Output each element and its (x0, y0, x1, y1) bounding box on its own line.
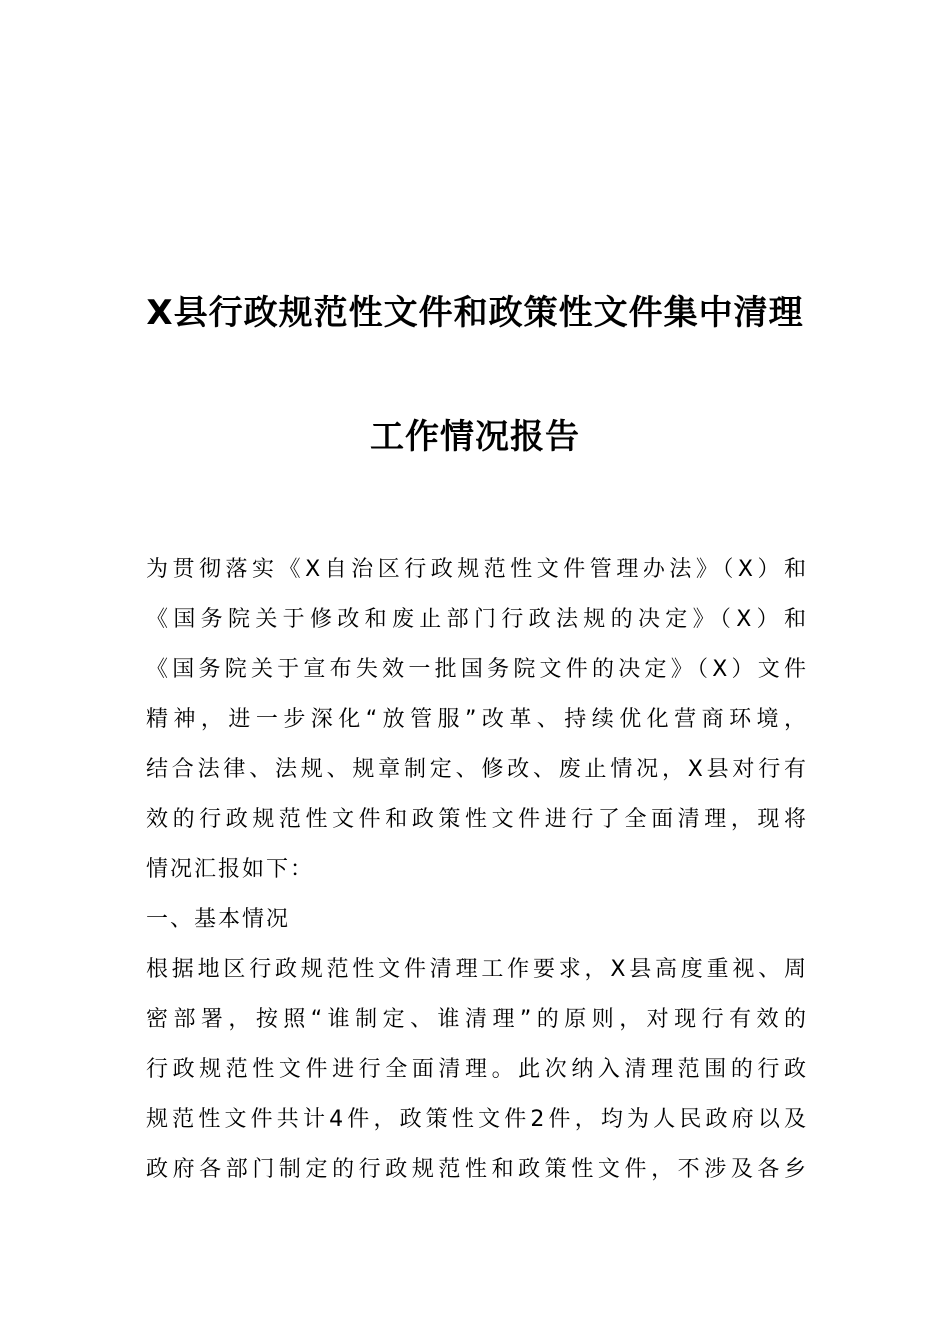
document-title-line-1: X县行政规范性文件和政策性文件集中清理 (146, 293, 804, 333)
section-heading-basic-situation: 一、基本情况 (146, 907, 291, 932)
body-line-7: 情况汇报如下： (146, 857, 315, 882)
document-title-line-2: 工作情况报告 (370, 417, 580, 457)
body-line-13: 政府各部门制定的行政规范性和政策性文件，不涉及各乡 (146, 1157, 806, 1182)
body-line-10: 密部署，按照“谁制定、谁清理”的原则，对现行有效的 (146, 1007, 806, 1032)
body-line-4: 精神，进一步深化“放管服”改革、持续优化营商环境， (146, 707, 806, 732)
body-line-5: 结合法律、法规、规章制定、修改、废止情况，X县对行有 (146, 757, 806, 782)
body-line-11: 行政规范性文件进行全面清理。此次纳入清理范围的行政 (146, 1057, 806, 1082)
document-body (146, 545, 806, 1195)
body-line-6: 效的行政规范性文件和政策性文件进行了全面清理，现将 (146, 807, 806, 832)
body-line-1: 为贯彻落实《X自治区行政规范性文件管理办法》（X）和 (146, 557, 806, 582)
body-line-9: 根据地区行政规范性文件清理工作要求，X县高度重视、周 (146, 957, 806, 982)
body-line-2: 《国务院关于修改和废止部门行政法规的决定》（X）和 (146, 607, 806, 632)
body-line-12: 规范性文件共计4件，政策性文件2件，均为人民政府以及 (146, 1107, 806, 1132)
body-line-3: 《国务院关于宣布失效一批国务院文件的决定》（X）文件 (146, 657, 806, 682)
